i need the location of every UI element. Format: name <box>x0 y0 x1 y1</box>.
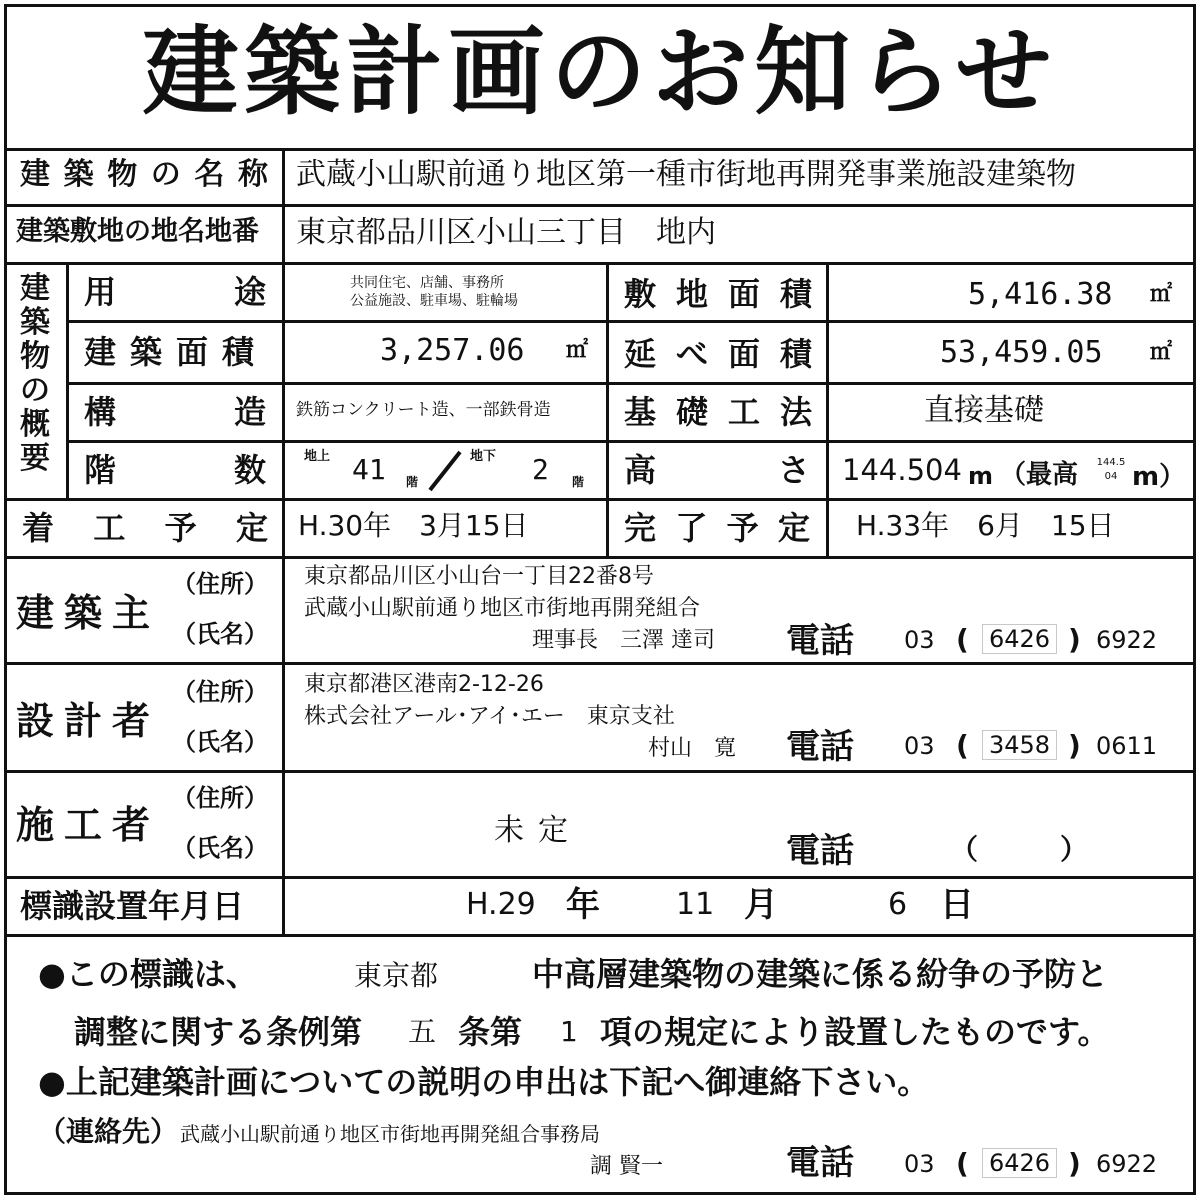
frame-right <box>1193 4 1196 1194</box>
start-label: 着 工 予 定 <box>22 509 268 547</box>
contact-org: 武蔵小山駅前通り地区市街地再開発組合事務局 <box>180 1122 600 1146</box>
contact-person: 調 賢一 <box>590 1154 663 1179</box>
frame-top <box>4 4 1196 7</box>
rule <box>4 204 1196 207</box>
rule <box>66 262 69 500</box>
sign-date-month: 11 <box>676 887 715 922</box>
owner-address: 東京都品川区小山台一丁目22番8号 <box>304 564 654 589</box>
floors-below-label: 地下 <box>470 449 497 464</box>
owner-phone-close: ) <box>1068 623 1081 656</box>
designer-phone-label: 電話 <box>786 727 854 767</box>
note-line2-start: 調整に関する条例第 <box>74 1013 363 1051</box>
note-line2-end: 項の規定により設置したものです。 <box>600 1013 1110 1051</box>
height-unit: m <box>968 462 994 490</box>
note-line2-item: 1 <box>560 1015 578 1048</box>
rule <box>4 770 1196 773</box>
foundation-label: 基礎工法 <box>624 393 833 431</box>
foundation-value: 直接基礎 <box>924 393 1044 428</box>
sign-date-day-unit: 日 <box>940 885 974 925</box>
frame-left <box>4 4 7 1194</box>
owner-phone-open: ( <box>956 623 969 656</box>
site-address-value: 東京都品川区小山三丁目 地内 <box>296 215 716 250</box>
rule <box>66 320 1196 323</box>
owner-person: 理事長 三澤 達司 <box>532 628 715 653</box>
contractor-address-tag: （住所） <box>172 784 268 812</box>
designer-phone-close: ) <box>1068 729 1081 762</box>
contractor-phone-open: （ <box>950 833 979 866</box>
sign-date-era: H.29 <box>466 887 536 922</box>
height-value: 144.504 <box>842 453 962 487</box>
contractor-phone-label: 電話 <box>786 831 854 871</box>
rule <box>66 440 1196 443</box>
contractor-name-tag: （氏名） <box>172 834 268 862</box>
designer-address-tag: （住所） <box>172 678 268 706</box>
sign-date-year-unit: 年 <box>566 885 600 925</box>
designer-address: 東京都港区港南2-12-26 <box>304 672 544 697</box>
site-area-label: 敷地面積 <box>624 275 833 313</box>
contractor-phone-close: ） <box>1060 833 1089 866</box>
use-label: 用 途 <box>84 273 266 311</box>
rule <box>4 934 1196 937</box>
use-value-line1: 共同住宅、店舗、事務所 <box>350 275 504 291</box>
sign-date-label: 標識設置年月日 <box>20 887 245 925</box>
note-line1-start: ●この標識は、 <box>38 955 258 993</box>
end-label: 完 了 予 定 <box>624 509 810 547</box>
note-line1-end: 中高層建築物の建築に係る紛争の予防と <box>532 955 1109 993</box>
contact-label: （連絡先） <box>38 1115 179 1148</box>
site-address-label: 建築敷地の地名地番 <box>16 216 259 247</box>
designer-phone-mid: 3458 <box>982 730 1057 760</box>
designer-label: 設計者 <box>16 699 161 743</box>
floors-below-value: 2 <box>532 453 549 486</box>
designer-person: 村山 寛 <box>648 736 737 761</box>
designer-phone-open: ( <box>956 729 969 762</box>
designer-org: 株式会社アール･アイ･エー 東京支社 <box>304 704 675 729</box>
rule <box>4 876 1196 879</box>
rule <box>282 148 285 264</box>
total-floor-area-unit: ㎡ <box>1150 340 1173 365</box>
rule <box>282 556 285 878</box>
contact-phone-open: ( <box>956 1147 969 1180</box>
rule <box>282 876 285 936</box>
contact-phone-close: ) <box>1068 1147 1081 1180</box>
note-line2-mid: 条第 <box>458 1013 523 1051</box>
rule <box>4 262 1196 265</box>
building-area-label: 建築面積 <box>84 333 269 371</box>
floors-above-unit: 階 <box>406 475 419 489</box>
rule <box>4 498 1196 501</box>
rule <box>4 556 1196 559</box>
contact-phone-area: 03 <box>904 1150 935 1178</box>
rule <box>4 662 1196 665</box>
owner-phone-area: 03 <box>904 626 935 654</box>
contractor-label: 施工者 <box>16 803 161 847</box>
contact-phone-last: 6922 <box>1096 1150 1158 1178</box>
owner-phone-label: 電話 <box>786 621 854 661</box>
page-title: 建築計画のお知らせ <box>142 16 1058 128</box>
building-name-label: 建 築 物 の 名 称 <box>20 157 268 192</box>
note-line2-article: 五 <box>408 1015 437 1048</box>
site-area-unit: ㎡ <box>1150 282 1173 307</box>
structure-label: 構 造 <box>84 393 266 431</box>
contact-phone-mid: 6426 <box>982 1148 1057 1178</box>
designer-phone-last: 0611 <box>1096 732 1158 760</box>
owner-org: 武蔵小山駅前通り地区市街地再開発組合 <box>304 596 701 621</box>
floors-above-label: 地上 <box>304 449 331 464</box>
rule <box>4 148 1196 151</box>
height-label: 高 さ <box>624 451 810 489</box>
floors-label: 階 数 <box>84 451 266 489</box>
rule <box>66 382 1196 385</box>
overview-side-label: 建築物の概要 <box>20 271 50 476</box>
contact-phone-label: 電話 <box>786 1143 854 1183</box>
note-line3: ●上記建築計画についての説明の申出は下記へ御連絡下さい。 <box>38 1063 930 1101</box>
use-value-line2: 公益施設、駐車場、駐輪場 <box>350 293 518 309</box>
rule <box>606 262 609 558</box>
rule <box>282 262 285 558</box>
note-line1-city: 東京都 <box>354 959 439 992</box>
floors-above-value: 41 <box>352 453 386 486</box>
total-floor-area-value: 53,459.05 <box>940 335 1103 370</box>
owner-phone-last: 6922 <box>1096 626 1158 654</box>
site-area-value: 5,416.38 <box>968 277 1113 312</box>
height-max-value: 144.504 <box>1096 457 1126 482</box>
structure-value: 鉄筋コンクリート造、一部鉄骨造 <box>296 400 551 420</box>
total-floor-area-label: 延べ面積 <box>624 335 833 373</box>
owner-label: 建築主 <box>16 591 161 635</box>
building-area-value: 3,257.06 <box>380 333 525 368</box>
end-value: H.33年 6月 15日 <box>856 509 1115 542</box>
start-value: H.30年 3月15日 <box>298 509 529 542</box>
sign-date-day: 6 <box>888 887 908 922</box>
owner-name-tag: （氏名） <box>172 620 268 648</box>
floors-below-unit: 階 <box>572 475 585 489</box>
owner-address-tag: （住所） <box>172 570 268 598</box>
designer-phone-area: 03 <box>904 732 935 760</box>
building-area-unit: ㎡ <box>566 338 589 363</box>
owner-phone-mid: 6426 <box>982 624 1057 654</box>
frame-bottom <box>4 1192 1196 1195</box>
floors-divider-slash <box>424 448 464 494</box>
height-max-unit: m） <box>1132 462 1186 492</box>
contractor-value: 未定 <box>494 813 582 848</box>
sign-date-month-unit: 月 <box>744 885 778 925</box>
height-max-label: （最高 <box>1000 460 1079 490</box>
building-name-value: 武蔵小山駅前通り地区第一種市街地再開発事業施設建築物 <box>296 157 1076 192</box>
designer-name-tag: （氏名） <box>172 728 268 756</box>
